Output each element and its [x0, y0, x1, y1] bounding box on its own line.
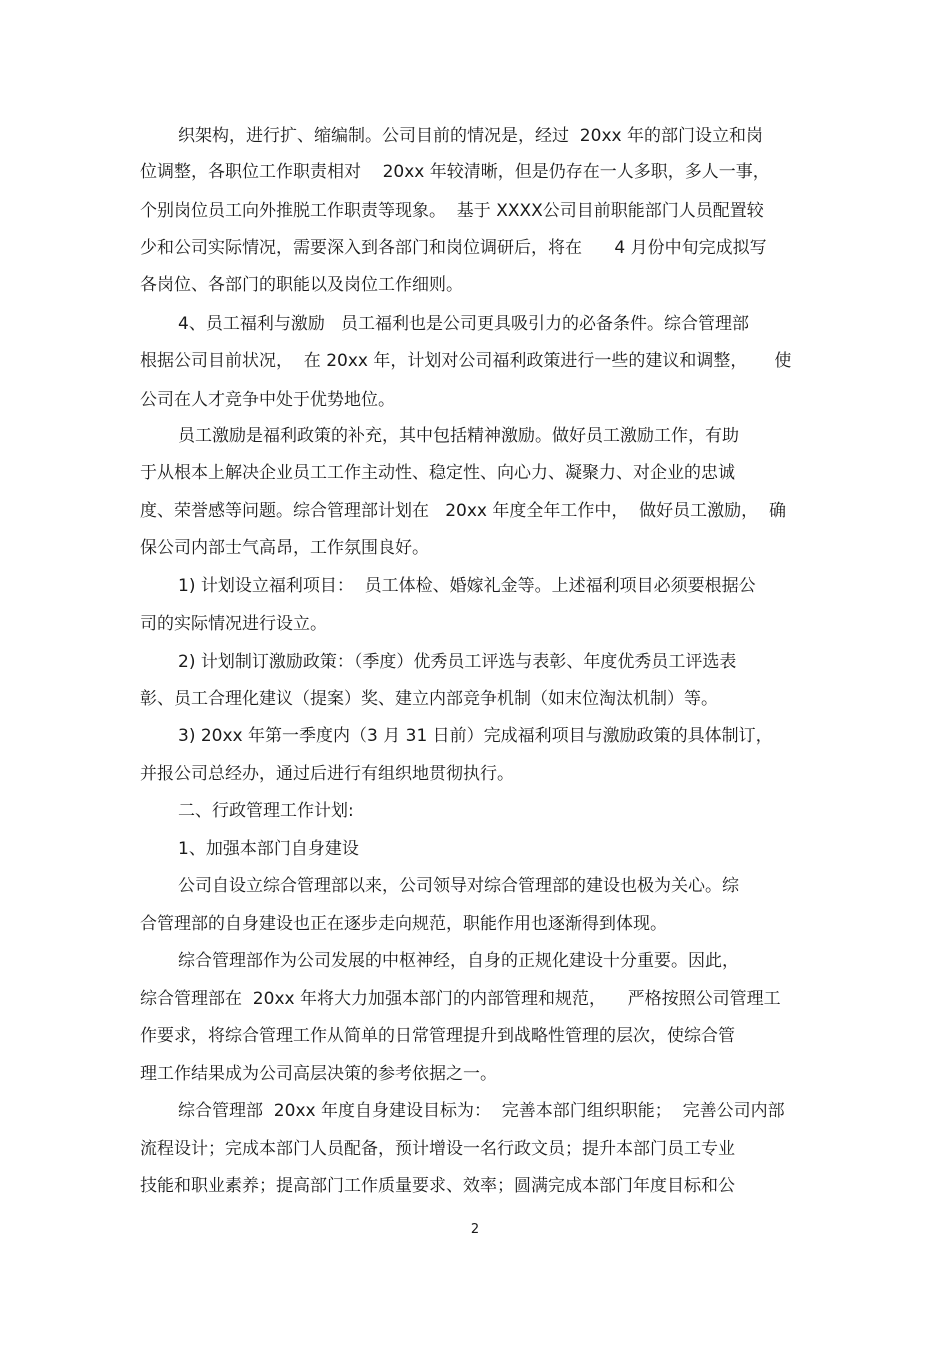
text-line: 位调整，各职位工作职责相对 20xx 年较清晰，但是仍存在一人多职，多人一事， [140, 162, 770, 182]
text-line: 于从根本上解决企业员工工作主动性、稳定性、向心力、凝聚力、对企业的忠诚 [140, 463, 735, 483]
text-line: 综合管理部作为公司发展的中枢神经，自身的正规化建设十分重要。因此， [178, 951, 739, 971]
text-line: 技能和职业素养；提高部门工作质量要求、效率；圆满完成本部门年度目标和公 [140, 1176, 735, 1196]
text-line: 少和公司实际情况，需要深入到各部门和岗位调研后，将在 4 月份中旬完成拟写 [140, 238, 767, 258]
text-line: 综合管理部在 20xx 年将大力加强本部门的内部管理和规范， 严格按照公司管理工 [140, 989, 781, 1009]
text-line: 织架构，进行扩、缩编制。公司目前的情况是，经过 20xx 年的部门设立和岗 [178, 126, 763, 146]
text-line: 2) 计划制订激励政策：（季度）优秀员工评选与表彰、年度优秀员工评选表 [178, 652, 737, 672]
text-line: 各岗位、各部门的职能以及岗位工作细则。 [140, 275, 463, 295]
subsection-heading: 1、加强本部门自身建设 [178, 839, 359, 859]
page-number: 2 [470, 1222, 480, 1237]
text-line: 并报公司总经办，通过后进行有组织地贯彻执行。 [140, 764, 514, 784]
text-line: 作要求，将综合管理工作从简单的日常管理提升到战略性管理的层次，使综合管 [140, 1026, 735, 1046]
text-line: 公司自设立综合管理部以来，公司领导对综合管理部的建设也极为关心。综 [178, 876, 739, 896]
text-line: 理工作结果成为公司高层决策的参考依据之一。 [140, 1064, 497, 1084]
text-line: 1) 计划设立福利项目： 员工体检、婚嫁礼金等。上述福利项目必须要根据公 [178, 576, 756, 596]
text-line: 员工激励是福利政策的补充，其中包括精神激励。做好员工激励工作，有助 [178, 426, 739, 446]
text-line: 保公司内部士气高昂，工作氛围良好。 [140, 538, 429, 558]
text-line: 根据公司目前状况， 在 20xx 年，计划对公司福利政策进行一些的建议和调整， 使 [140, 351, 792, 371]
text-line: 4、员工福利与激励 员工福利也是公司更具吸引力的必备条件。综合管理部 [178, 314, 750, 334]
text-line: 合管理部的自身建设也正在逐步走向规范，职能作用也逐渐得到体现。 [140, 914, 667, 934]
text-line: 流程设计；完成本部门人员配备，预计增设一名行政文员；提升本部门员工专业 [140, 1139, 735, 1159]
text-line: 公司在人才竞争中处于优势地位。 [140, 390, 395, 410]
text-line: 彰、员工合理化建议（提案）奖、建立内部竞争机制（如末位淘汰机制）等。 [140, 689, 718, 709]
text-line: 司的实际情况进行设立。 [140, 614, 327, 634]
text-line: 综合管理部 20xx 年度自身建设目标为： 完善本部门组织职能； 完善公司内部 [178, 1101, 785, 1121]
section-heading: 二、行政管理工作计划: [178, 801, 354, 821]
text-line: 3) 20xx 年第一季度内（3 月 31 日前）完成福利项目与激励政策的具体制订， [178, 726, 773, 746]
text-line: 度、荣誉感等问题。综合管理部计划在 20xx 年度全年工作中， 做好员工激励， 确 [140, 501, 786, 521]
text-line: 个别岗位员工向外推脱工作职责等现象。 基于 XXXX公司目前职能部门人员配置较 [140, 201, 764, 221]
